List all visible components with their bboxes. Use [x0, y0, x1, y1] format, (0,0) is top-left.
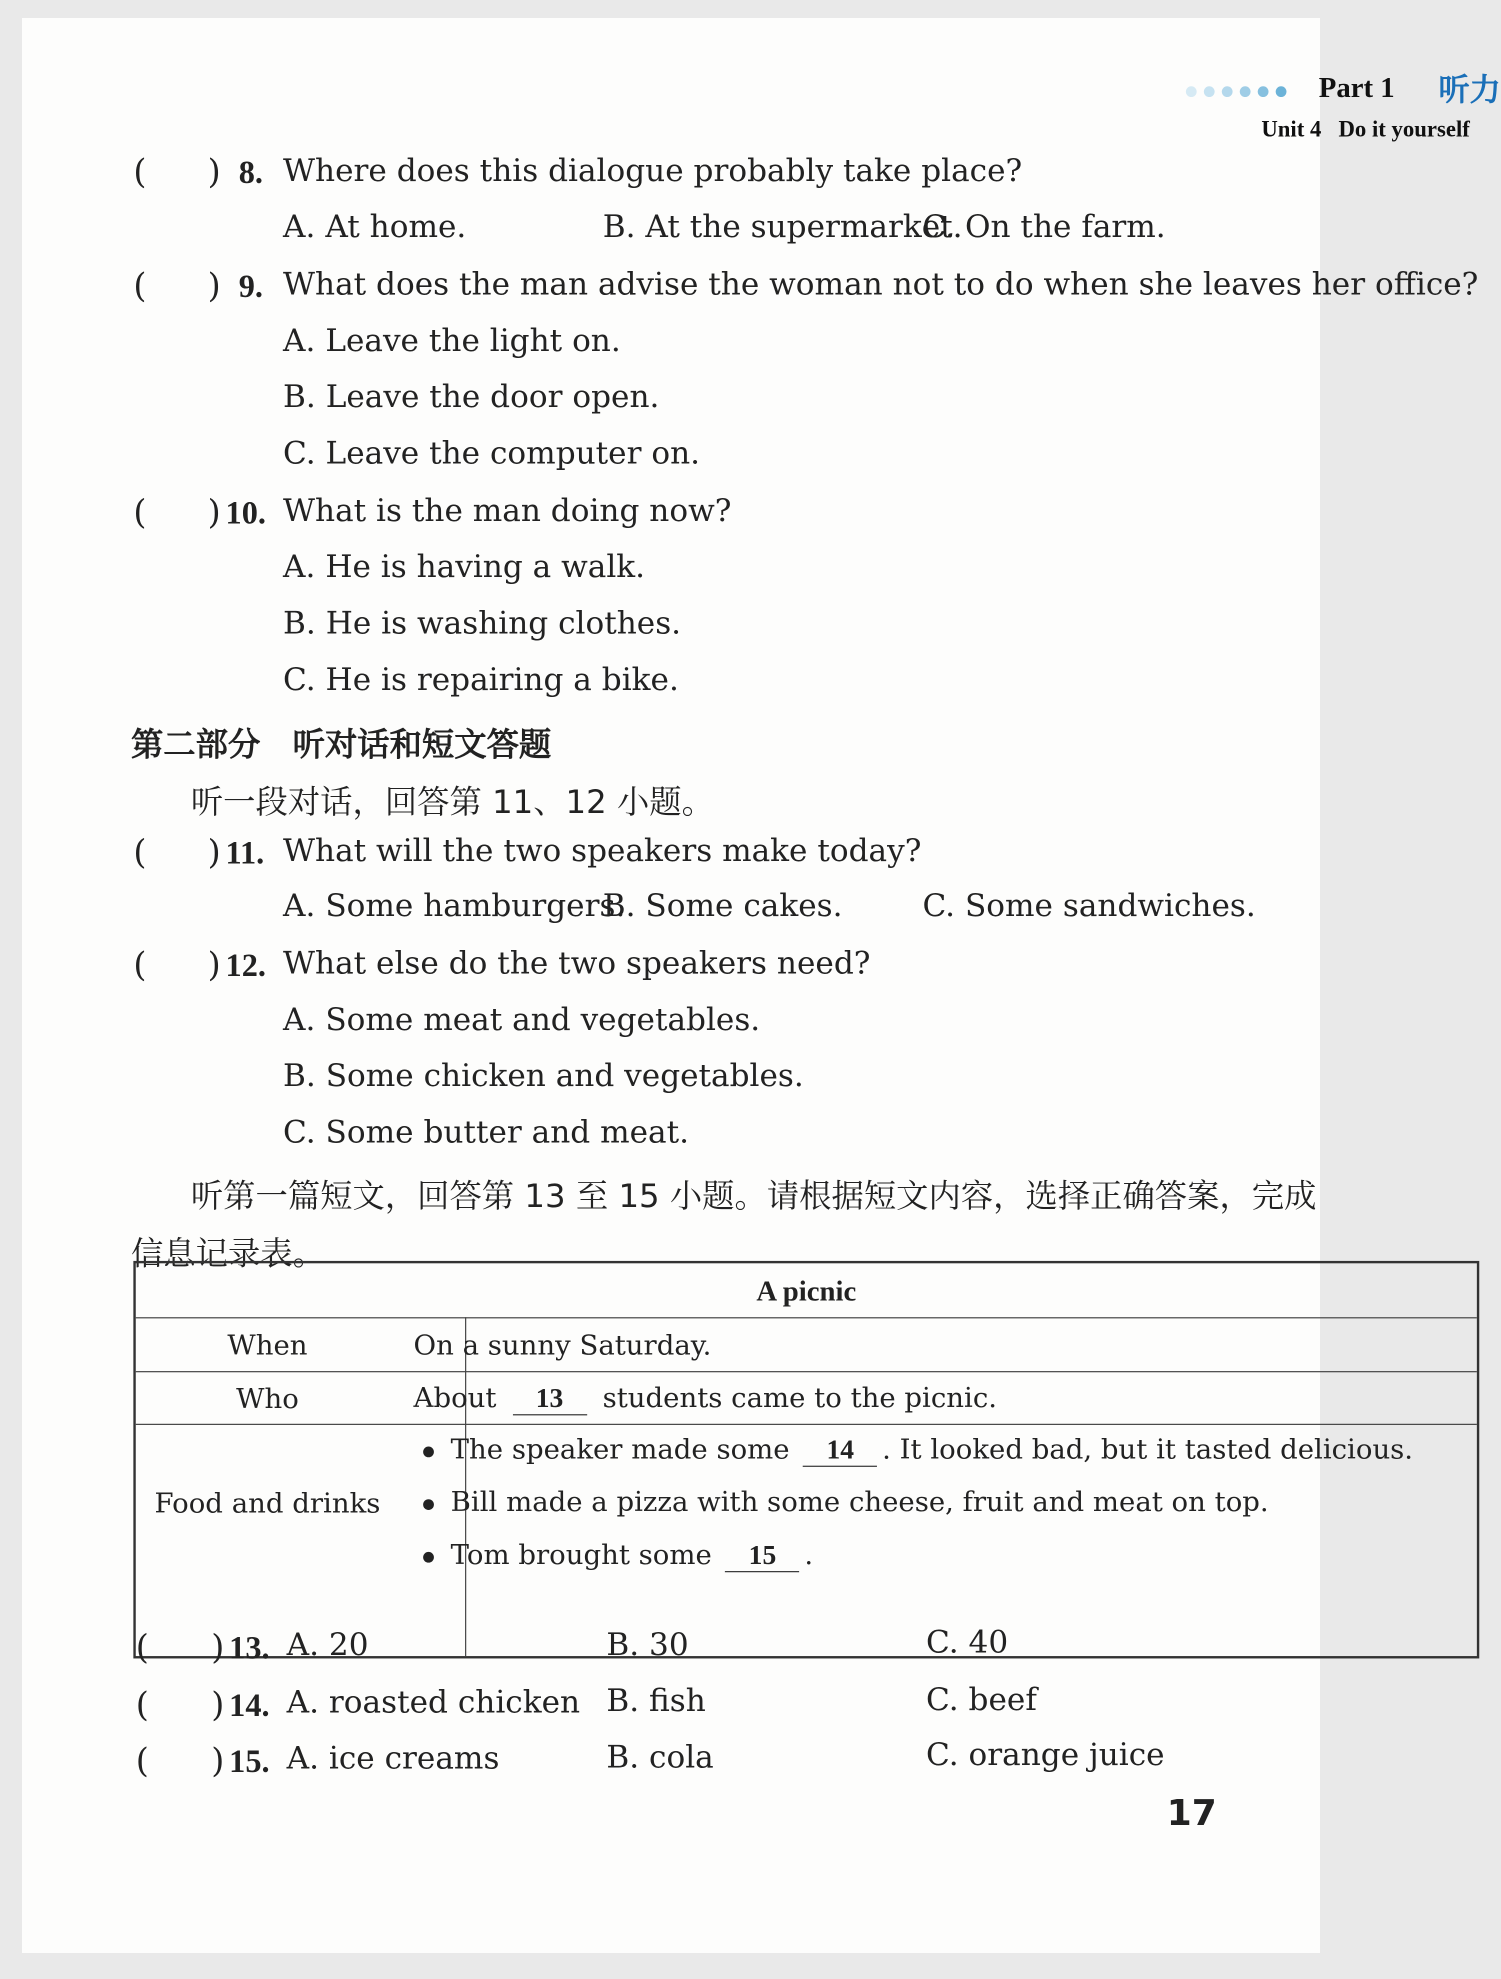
answer-paren-open: (: [133, 492, 147, 532]
who-text-pre: About: [413, 1383, 497, 1415]
option-a: A. Some hamburgers.: [283, 888, 626, 925]
header-dot: [1204, 86, 1215, 97]
header-dot: [1240, 86, 1251, 97]
question-text: Where does this dialogue probably take place?: [283, 153, 1023, 190]
bullet: [423, 1446, 434, 1457]
question-text: What is the man doing now?: [283, 493, 732, 530]
answer-paren-open: (: [133, 944, 147, 985]
question-text: What does the man advise the woman not to do when she leaves her office?: [283, 267, 1479, 303]
answer-paren-close: ): [211, 1684, 225, 1725]
question-number: 10.: [225, 494, 266, 531]
header-section-cn: 听力: [1438, 73, 1501, 110]
option-b: B. 30: [606, 1627, 689, 1664]
answer-paren-close: ): [211, 1741, 225, 1781]
blank-14: 14: [803, 1435, 877, 1467]
food-2-text: Bill made a pizza with some cheese, fruit and meat on top.: [450, 1487, 1269, 1519]
question-number: 11.: [225, 834, 265, 871]
question-text: What else do the two speakers need?: [283, 945, 871, 982]
option-a: A. He is having a walk.: [283, 549, 646, 586]
question-number: 8.: [238, 154, 263, 191]
option-c: C. On the farm.: [922, 209, 1166, 246]
answer-paren-open: (: [133, 152, 147, 192]
question-number: 15.: [229, 1743, 270, 1780]
answer-paren-open: (: [135, 1684, 149, 1725]
answer-paren-open: (: [135, 1627, 149, 1667]
row-value-who: [414, 1383, 997, 1415]
answer-paren-open: (: [133, 832, 147, 872]
option-c: C. Leave the computer on.: [283, 435, 701, 472]
header-unit: [1261, 117, 1470, 143]
food-item-3: [423, 1540, 813, 1572]
page-content: [22, 18, 1501, 1953]
header-dots: [1186, 79, 1294, 102]
blank-13: 13: [512, 1383, 586, 1415]
instruction-13-15-cont: 信息记录表。: [130, 1235, 325, 1273]
page: [22, 18, 1501, 1953]
blank-15: 15: [725, 1540, 799, 1572]
food-1-pre: The speaker made some: [450, 1434, 790, 1466]
header-dot: [1258, 86, 1269, 97]
section-title: 第二部分 听对话和短文答题: [130, 726, 552, 764]
food-3-pre: Tom brought some: [450, 1539, 712, 1572]
food-item-2: [423, 1487, 1269, 1518]
instruction-11-12: 听一段对话，回答第 11、12 小题。: [190, 784, 714, 822]
option-c: C. He is repairing a bike.: [283, 662, 679, 699]
option-c: C. Some butter and meat.: [283, 1114, 690, 1151]
option-c: C. Some sandwiches.: [922, 888, 1256, 925]
header-dot: [1222, 86, 1233, 97]
option-b: B. At the supermarket.: [602, 209, 963, 246]
option-c: C. 40: [926, 1624, 1009, 1661]
food-item-1: [423, 1435, 1413, 1467]
option-c: C. orange juice: [926, 1737, 1165, 1774]
answer-paren-close: ): [207, 152, 221, 192]
answer-paren-close: ): [207, 265, 221, 306]
table-title: A picnic: [756, 1276, 857, 1308]
option-b: B. He is washing clothes.: [283, 605, 682, 642]
row-label-who: Who: [236, 1384, 299, 1416]
bullet: [423, 1551, 434, 1562]
answer-paren-close: ): [211, 1627, 225, 1667]
row-value-when: On a sunny Saturday.: [413, 1330, 712, 1362]
row-label-when: When: [227, 1330, 308, 1362]
answer-paren-close: ): [207, 944, 221, 985]
option-b: B. Leave the door open.: [283, 379, 660, 416]
option-b: B. fish: [606, 1683, 706, 1720]
row-label-food: Food and drinks: [154, 1488, 381, 1520]
table-divider: [136, 1317, 1477, 1318]
option-a: A. Some meat and vegetables.: [283, 1002, 761, 1039]
option-b: B. Some chicken and vegetables.: [283, 1058, 804, 1095]
option-a: A. ice creams: [286, 1741, 500, 1778]
table-divider: [136, 1424, 1477, 1425]
option-c: C. beef: [926, 1682, 1037, 1719]
picnic-table: [133, 1261, 1479, 1659]
question-number: 12.: [225, 947, 266, 984]
who-text-post: students came to the picnic.: [602, 1383, 998, 1415]
option-b: B. cola: [606, 1739, 714, 1776]
question-number: 9.: [238, 268, 263, 305]
header-unit-title: Do it yourself: [1338, 117, 1470, 143]
option-a: A. Leave the light on.: [283, 323, 621, 360]
header-unit-number: Unit 4: [1261, 117, 1322, 143]
question-text: What will the two speakers make today?: [283, 833, 922, 870]
food-3-post: .: [804, 1539, 814, 1572]
table-divider: [136, 1371, 1477, 1372]
header-dot: [1186, 86, 1197, 97]
option-a: A. roasted chicken: [286, 1684, 581, 1721]
question-number: 14.: [229, 1687, 270, 1724]
header-dot: [1276, 86, 1287, 97]
bullet: [423, 1499, 434, 1510]
page-number: 17: [1166, 1792, 1217, 1835]
option-a: A. 20: [286, 1627, 369, 1664]
option-a: A. At home.: [283, 209, 467, 246]
question-number: 13.: [229, 1629, 270, 1666]
answer-paren-open: (: [135, 1741, 149, 1781]
option-b: B. Some cakes.: [602, 888, 843, 925]
instruction-13-15: 听第一篇短文，回答第 13 至 15 小题。请根据短文内容，选择正确答案，完成: [190, 1178, 1317, 1216]
food-1-post: . It looked bad, but it tasted delicious.: [882, 1434, 1414, 1466]
answer-paren-close: ): [207, 492, 221, 532]
answer-paren-close: ): [207, 832, 221, 872]
answer-paren-open: (: [133, 265, 147, 306]
header-part: Part 1: [1318, 73, 1395, 105]
